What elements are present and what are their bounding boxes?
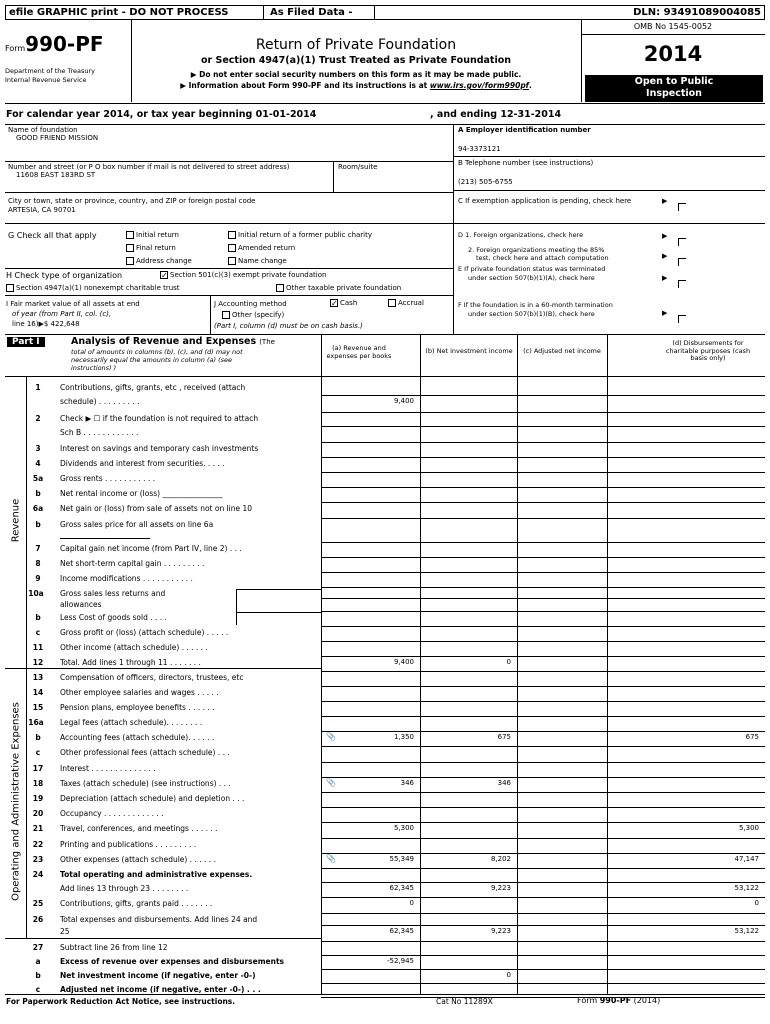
row-label: Compensation of officers, directors, trustees, etc bbox=[60, 673, 244, 682]
efile-banner bbox=[5, 5, 765, 20]
row-label: Contributions, gifts, grants paid . . . . . . . bbox=[60, 899, 213, 908]
value-col-a[interactable]: 346 bbox=[400, 779, 414, 787]
g-initial-former-label: Initial return of a former public charity bbox=[238, 231, 373, 239]
row-separator bbox=[321, 838, 765, 839]
i-label-1: I Fair market value of all assets at end bbox=[6, 300, 140, 308]
g-name-change[interactable] bbox=[228, 257, 287, 265]
gross-sales-line[interactable] bbox=[60, 538, 150, 539]
value-col-a[interactable]: 9,400 bbox=[393, 658, 414, 666]
row-separator bbox=[321, 868, 765, 869]
row-num: c bbox=[35, 628, 41, 637]
footer-form-year: (2014) bbox=[631, 996, 661, 1005]
g-amended-return-label: Amended return bbox=[238, 244, 296, 252]
revenue-side-label: Revenue bbox=[10, 498, 22, 543]
f-checkbox[interactable] bbox=[675, 308, 686, 327]
row-separator bbox=[321, 641, 765, 642]
row-num: 6a bbox=[32, 504, 44, 513]
row-label: Legal fees (attach schedule). . . . . . . . bbox=[60, 718, 203, 727]
d2-checkbox[interactable] bbox=[675, 251, 686, 270]
footer-paperwork: For Paperwork Reduction Act Notice, see instructions. bbox=[6, 997, 236, 1006]
row-label: Sch B . . . . . . . . . . . . bbox=[60, 428, 139, 437]
calendar-ending: , and ending 12-31-2014 bbox=[430, 109, 562, 120]
d2-label-2: test, check here and attach computation bbox=[476, 254, 609, 262]
value-col-a[interactable]: 5,300 bbox=[393, 824, 414, 832]
row-separator bbox=[321, 502, 765, 503]
row-num: a bbox=[35, 957, 41, 966]
row-num: 19 bbox=[32, 794, 44, 803]
j-note: (Part I, column (d) must be on cash basis.) bbox=[214, 322, 363, 330]
row-label: Add lines 13 through 23 . . . . . . . . bbox=[60, 884, 189, 893]
i-label-2: of year (from Part II, col. (c), bbox=[12, 310, 112, 318]
row-label: Gross sales price for all assets on line 6a bbox=[60, 520, 214, 529]
row-label: Other employee salaries and wages . . . . . bbox=[60, 688, 219, 697]
dln-label: DLN: 93491089004085 bbox=[633, 7, 761, 18]
d2-arrow: ▶ bbox=[662, 252, 668, 260]
row-num: 18 bbox=[32, 779, 44, 788]
ssn-note: ▶ Do not enter social security numbers on this form as it may be made public. bbox=[190, 70, 522, 79]
value-col-b[interactable]: 675 bbox=[497, 733, 511, 741]
dept-irs: Internal Revenue Service bbox=[5, 76, 87, 84]
footer-form-num: 990-PF bbox=[599, 996, 632, 1005]
row-num: b bbox=[35, 733, 41, 742]
row-num: 12 bbox=[32, 658, 44, 667]
value-col-a[interactable]: 62,345 bbox=[389, 884, 414, 892]
value-col-b[interactable]: 346 bbox=[497, 779, 511, 787]
row-separator bbox=[321, 656, 765, 657]
row-separator bbox=[321, 716, 765, 717]
row-separator bbox=[321, 941, 765, 942]
exemption-pending-arrow: ▶ bbox=[662, 197, 668, 205]
exemption-pending-label: C If exemption application is pending, check here bbox=[458, 197, 632, 205]
part1-desc-1: total of amounts in columns (b), (c), and (d) may not bbox=[71, 348, 243, 356]
room-label: Room/suite bbox=[338, 163, 378, 171]
j-cash-label: Cash bbox=[340, 299, 358, 307]
row-label: Net gain or (loss) from sale of assets not on line 10 bbox=[60, 504, 253, 513]
row-label: Other professional fees (attach schedule) . . . bbox=[60, 748, 230, 757]
row-label: Net rental income or (loss) ________________ bbox=[60, 489, 223, 498]
row-label: Less Cost of goods sold . . . . bbox=[60, 613, 167, 622]
part1-desc-3: instructions) ) bbox=[71, 364, 117, 372]
d1-label: D 1. Foreign organizations, check here bbox=[458, 231, 584, 239]
row-label: Pension plans, employee benefits . . . . . . bbox=[60, 703, 215, 712]
row-label: Other expenses (attach schedule) . . . . . . bbox=[60, 855, 216, 864]
row-label: Dividends and interest from securities. . . . . bbox=[60, 459, 225, 468]
row-num: 8 bbox=[35, 559, 41, 568]
row-num: b bbox=[35, 489, 41, 498]
ein-label: A Employer identification number bbox=[458, 126, 591, 134]
row-separator bbox=[321, 701, 765, 702]
row-num: b bbox=[35, 520, 41, 529]
col-c-header: (c) Adjusted net income bbox=[523, 347, 601, 355]
footer-form-pre: Form bbox=[577, 996, 600, 1005]
form-title: Return of Private Foundation bbox=[255, 37, 457, 53]
row-label: Printing and publications . . . . . . . . . bbox=[60, 840, 197, 849]
ein-value[interactable]: 94-3373121 bbox=[458, 145, 501, 153]
calendar-year: For calendar year 2014, or tax year beginning 01-01-2014 bbox=[6, 109, 317, 120]
row-label: Check ▶ ☐ if the foundation is not required to attach bbox=[60, 414, 259, 423]
row-separator bbox=[321, 897, 765, 898]
open-public-line1: Open to Public bbox=[634, 76, 714, 87]
row-num: 14 bbox=[32, 688, 44, 697]
part1-tag: Part I bbox=[7, 337, 45, 347]
phone-label: B Telephone number (see instructions) bbox=[458, 159, 594, 167]
row-separator bbox=[321, 913, 765, 914]
row-label: Interest on savings and temporary cash investments bbox=[60, 444, 259, 453]
row-label: Capital gain net income (from Part IV, line 2) . . . bbox=[60, 544, 242, 553]
e-arrow: ▶ bbox=[662, 274, 668, 282]
row-label: Gross profit or (loss) (attach schedule) . . . . . bbox=[60, 628, 229, 637]
j-cash[interactable]: ✓ Cash bbox=[331, 299, 358, 308]
row-separator bbox=[321, 983, 765, 984]
info-note: ▶ Information about Form 990-PF and its instructions is at www.irs.gov/form990pf. bbox=[180, 81, 532, 90]
row-num: c bbox=[35, 985, 41, 994]
foundation-name-label: Name of foundation bbox=[8, 126, 78, 134]
row-label: Other income (attach schedule) . . . . . . bbox=[60, 643, 208, 652]
value-col-a[interactable]: -52,945 bbox=[386, 957, 414, 965]
row-label: Interest . . . . . . . . . . . . . . bbox=[60, 764, 156, 773]
row-separator bbox=[321, 671, 765, 672]
row-label: Gross rents . . . . . . . . . . . bbox=[60, 474, 156, 483]
g-amended-return[interactable] bbox=[228, 244, 295, 252]
row-separator bbox=[321, 518, 765, 519]
row-num: 27 bbox=[32, 943, 44, 952]
phone-value[interactable]: (213) 505-6755 bbox=[458, 178, 513, 186]
value-col-d[interactable]: 53,122 bbox=[734, 927, 759, 935]
row-separator bbox=[321, 746, 765, 747]
h-4947[interactable] bbox=[6, 284, 180, 292]
fair-market-value[interactable]: 422,648 bbox=[50, 320, 80, 328]
expenses-side-label: Operating and Administrative Expenses bbox=[10, 702, 22, 901]
value-col-b[interactable]: 9,223 bbox=[490, 927, 511, 935]
value-col-b[interactable]: 8,202 bbox=[490, 855, 511, 863]
value-col-a[interactable]: 0 bbox=[409, 899, 414, 907]
row-separator bbox=[321, 442, 765, 443]
e-label-1: E If private foundation status was terminated bbox=[458, 265, 606, 273]
i-label-3-text: line 16)▶$ bbox=[12, 320, 49, 328]
row-separator bbox=[321, 969, 765, 970]
row-num: 16a bbox=[28, 718, 44, 727]
row-separator bbox=[321, 598, 765, 599]
e-label-2: under section 507(b)(1)(A), check here bbox=[468, 274, 595, 282]
open-public-line2: Inspection bbox=[646, 88, 702, 99]
value-col-b[interactable]: 0 bbox=[506, 971, 511, 979]
city-label: City or town, state or province, country, and ZIP or foreign postal code bbox=[8, 197, 256, 205]
f-label-2: under section 507(b)(1)(B), check here bbox=[468, 310, 595, 318]
attachment-icon[interactable]: 📎 bbox=[326, 854, 336, 863]
row-separator bbox=[321, 457, 765, 458]
g-initial-former[interactable] bbox=[228, 231, 372, 239]
part1-desc-2: necessarily equal the amounts in column (a) (see bbox=[71, 356, 233, 364]
row-label: Subtract line 26 from line 12 bbox=[60, 943, 168, 952]
row-num: 20 bbox=[32, 809, 44, 818]
row-num: 1 bbox=[35, 383, 41, 392]
j-accrual[interactable] bbox=[388, 299, 424, 307]
sub-entry-box[interactable] bbox=[236, 612, 321, 625]
j-other-label: Other (specify) bbox=[232, 311, 285, 319]
row-label: Taxes (attach schedule) (see instructions) . . . bbox=[60, 779, 231, 788]
row-num: 26 bbox=[32, 915, 44, 924]
row-separator bbox=[321, 686, 765, 687]
i-label-3 bbox=[12, 320, 80, 328]
g-name-change-label: Name change bbox=[238, 257, 287, 265]
g-address-change-label: Address change bbox=[136, 257, 192, 265]
g-final-return[interactable] bbox=[126, 244, 176, 252]
value-col-d[interactable]: 5,300 bbox=[738, 824, 759, 832]
value-col-d[interactable]: 47,147 bbox=[734, 855, 759, 863]
form-id bbox=[5, 32, 104, 56]
g-initial-return-label: Initial return bbox=[136, 231, 179, 239]
row-separator bbox=[321, 807, 765, 808]
row-separator bbox=[321, 853, 765, 854]
f-label-1: F If the foundation is in a 60-month termination bbox=[458, 301, 613, 309]
expenses-bottom-line bbox=[5, 938, 321, 939]
row-separator bbox=[321, 487, 765, 488]
part1-title-note: (The bbox=[259, 338, 275, 346]
row-num: b bbox=[35, 613, 41, 622]
col-b-header: (b) Net investment income bbox=[425, 347, 513, 355]
row-label: Adjusted net income (if negative, enter -0-) . . . bbox=[60, 985, 261, 994]
exemption-pending-checkbox[interactable] bbox=[675, 196, 686, 215]
part1-title-text: Analysis of Revenue and Expenses bbox=[71, 336, 257, 347]
row-num: 2 bbox=[35, 414, 41, 423]
value-col-d[interactable]: 0 bbox=[754, 899, 759, 907]
row-separator bbox=[321, 882, 765, 883]
row-label: Contributions, gifts, grants, etc , received (attach bbox=[60, 383, 246, 392]
row-num: 3 bbox=[35, 444, 41, 453]
row-num: 9 bbox=[35, 574, 41, 583]
row-separator bbox=[321, 762, 765, 763]
row-separator bbox=[321, 412, 765, 413]
omb-number: OMB No 1545-0052 bbox=[633, 22, 713, 31]
d2-label-1: 2. Foreign organizations meeting the 85% bbox=[468, 246, 605, 254]
value-col-b[interactable]: 9,223 bbox=[490, 884, 511, 892]
row-separator bbox=[321, 611, 765, 612]
d1-checkbox[interactable] bbox=[675, 231, 686, 250]
attachment-icon[interactable]: 📎 bbox=[326, 732, 336, 741]
row-separator bbox=[321, 955, 765, 956]
row-num: 23 bbox=[32, 855, 44, 864]
value-col-a[interactable]: 55,349 bbox=[389, 855, 414, 863]
h-other-taxable[interactable] bbox=[276, 284, 401, 292]
row-label: Net short-term capital gain . . . . . . . . . bbox=[60, 559, 205, 568]
row-num: 21 bbox=[32, 824, 44, 833]
row-num: c bbox=[35, 748, 41, 757]
row-label: Total expenses and disbursements. Add lines 24 and bbox=[60, 915, 258, 924]
g-label: G Check all that apply bbox=[8, 231, 97, 240]
col-a-header: (a) Revenue and expenses per books bbox=[326, 344, 392, 360]
tax-year: 2014 bbox=[643, 42, 703, 66]
row-label: Accounting fees (attach schedule). . . . . . bbox=[60, 733, 215, 742]
j-other[interactable] bbox=[222, 311, 284, 319]
footer-form bbox=[577, 996, 660, 1005]
value-col-d[interactable]: 675 bbox=[745, 733, 759, 741]
row-label: Excess of revenue over expenses and disbursements bbox=[60, 957, 285, 966]
h-501c3[interactable]: ✓ Section 501(c)(3) exempt private foundation bbox=[161, 271, 327, 280]
dept-treasury: Department of the Treasury bbox=[5, 67, 96, 75]
row-separator bbox=[321, 792, 765, 793]
row-separator bbox=[321, 997, 765, 998]
row-num: 11 bbox=[32, 643, 44, 652]
row-separator bbox=[321, 542, 765, 543]
g-initial-return[interactable] bbox=[126, 231, 179, 239]
row-separator bbox=[321, 426, 765, 427]
row-num: 25 bbox=[32, 899, 44, 908]
instructions-link[interactable]: www.irs.gov/form990pf bbox=[429, 81, 529, 90]
row-num: 15 bbox=[32, 703, 44, 712]
row-separator bbox=[321, 777, 765, 778]
value-col-d[interactable]: 53,122 bbox=[734, 884, 759, 892]
j-accrual-label: Accrual bbox=[398, 299, 424, 307]
h-4947-label: Section 4947(a)(1) nonexempt charitable trust bbox=[16, 284, 180, 292]
row-label: Depreciation (attach schedule) and depletion . . . bbox=[60, 794, 245, 803]
row-label: Total operating and administrative expenses. bbox=[60, 870, 253, 879]
row-separator bbox=[321, 822, 765, 823]
row-num: b bbox=[35, 971, 41, 980]
row-label: Occupancy . . . . . . . . . . . . . bbox=[60, 809, 164, 818]
part1-title bbox=[71, 336, 275, 347]
row-separator bbox=[321, 925, 765, 926]
row-separator bbox=[321, 472, 765, 473]
foundation-name[interactable]: GOOD FRIEND MISSION bbox=[16, 134, 99, 142]
info-note-text: ▶ Information about Form 990-PF and its instructions is at bbox=[180, 81, 430, 90]
sub-entry-box[interactable] bbox=[236, 589, 321, 612]
row-label: Income modifications . . . . . . . . . . . bbox=[60, 574, 193, 583]
row-label: schedule) . . . . . . . . . bbox=[60, 397, 140, 406]
row-label: 25 bbox=[60, 927, 70, 936]
row-label: Gross sales less returns and bbox=[60, 589, 166, 598]
footer-cat: Cat No 11289X bbox=[436, 997, 493, 1006]
d1-arrow: ▶ bbox=[662, 232, 668, 240]
form-prefix: Form bbox=[5, 44, 26, 53]
row-num: 24 bbox=[32, 870, 44, 879]
e-checkbox[interactable] bbox=[675, 273, 686, 292]
g-final-return-label: Final return bbox=[136, 244, 176, 252]
g-address-change[interactable] bbox=[126, 257, 192, 265]
row-separator bbox=[321, 626, 765, 627]
row-label: Travel, conferences, and meetings . . . . . . bbox=[60, 824, 218, 833]
city-state-zip[interactable]: ARTESIA, CA 90701 bbox=[8, 206, 76, 214]
row-label: Net investment income (if negative, enter -0-) bbox=[60, 971, 256, 980]
value-col-a[interactable]: 1,350 bbox=[393, 733, 414, 741]
row-label: allowances bbox=[60, 600, 102, 609]
filed-label: As Filed Data - bbox=[270, 7, 353, 18]
row-num: 10a bbox=[28, 589, 44, 598]
row-label: Total. Add lines 1 through 11 . . . . . . . bbox=[60, 658, 201, 667]
value-col-b[interactable]: 0 bbox=[506, 658, 511, 666]
street-address[interactable]: 11608 EAST 183RD ST bbox=[16, 171, 96, 179]
open-public-inspection bbox=[585, 75, 763, 102]
row-separator bbox=[321, 587, 765, 588]
form-number: 990-PF bbox=[25, 32, 104, 56]
value-col-a[interactable]: 62,345 bbox=[389, 927, 414, 935]
row-num: 13 bbox=[32, 673, 44, 682]
row-separator bbox=[321, 557, 765, 558]
row-separator bbox=[321, 731, 765, 732]
form-subtitle: or Section 4947(a)(1) Trust Treated as Private Foundation bbox=[200, 55, 512, 66]
row-num: 22 bbox=[32, 840, 44, 849]
form-header bbox=[5, 20, 765, 103]
row-separator bbox=[321, 572, 765, 573]
row-num: 7 bbox=[35, 544, 41, 553]
h-501c3-label: Section 501(c)(3) exempt private foundation bbox=[170, 271, 327, 279]
row-separator bbox=[321, 395, 765, 396]
row-num: 4 bbox=[35, 459, 41, 468]
h-other-taxable-label: Other taxable private foundation bbox=[286, 284, 402, 292]
h-label: H Check type of organization bbox=[6, 271, 123, 280]
f-arrow: ▶ bbox=[662, 309, 668, 317]
value-col-a[interactable]: 9,400 bbox=[393, 397, 414, 405]
street-label: Number and street (or P O box number if mail is not delivered to street address) bbox=[8, 163, 290, 171]
col-d-header: (d) Disbursements for charitable purposes (cash basis only) bbox=[665, 339, 751, 362]
attachment-icon[interactable]: 📎 bbox=[326, 778, 336, 787]
efile-label: efile GRAPHIC print - DO NOT PROCESS bbox=[9, 7, 229, 18]
row-num: 5a bbox=[32, 474, 44, 483]
j-label: J Accounting method bbox=[214, 300, 287, 308]
row-num: 17 bbox=[32, 764, 44, 773]
